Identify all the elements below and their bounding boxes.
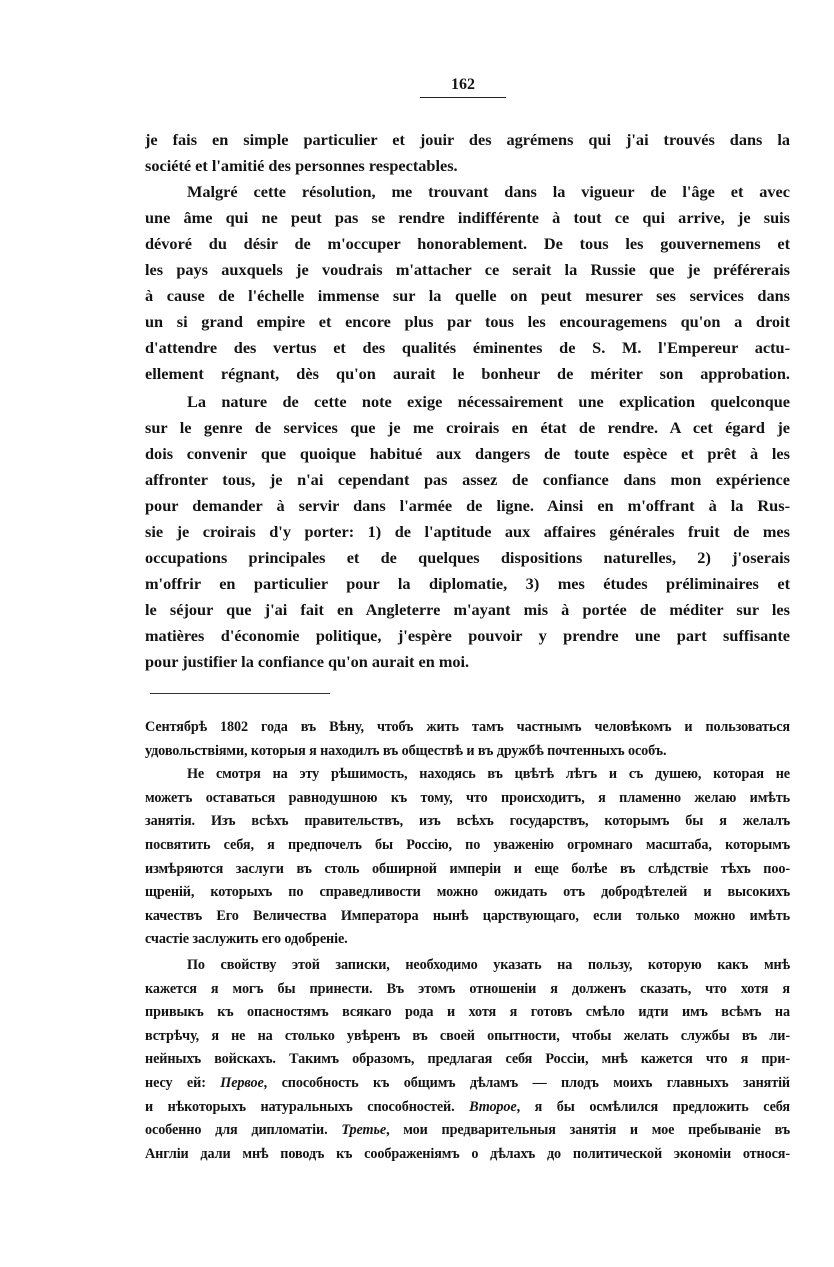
russian-line: привыкъ къ опасностямъ всякаго рода и хотя я готовъ смѣло идти имъ всѣмъ на xyxy=(145,1004,790,1021)
french-line: ellement régnant, dès qu'on aurait le bonheur de mériter son approbation. xyxy=(145,364,790,383)
russian-line: удовольствіями, которыя я находилъ въ обществѣ и въ дружбѣ почтенныхъ особъ. xyxy=(145,742,667,759)
footnote-divider xyxy=(150,693,330,694)
french-line: m'offrir en particulier pour la diplomatie, 3) mes études préliminaires et xyxy=(145,574,790,593)
french-line: pour justifier la confiance qu'on aurait en moi. xyxy=(145,652,470,671)
russian-line xyxy=(145,1096,790,1118)
french-line: le séjour que j'ai fait en Angleterre m'ayant mis à portée de méditer sur les xyxy=(145,600,790,619)
french-line: sie je croirais d'y porter: 1) de l'aptitude aux affaires générales fruit de mes xyxy=(145,522,790,541)
russian-line: встрѣчу, я не на столько увѣренъ въ своей опытности, чтобы желать службы въ ли- xyxy=(145,1027,790,1044)
russian-line: Не смотря на эту рѣшимость, находясь въ цвѣтѣ лѣтъ и съ душею, которая не xyxy=(187,766,790,783)
french-line: d'attendre des vertus et des qualités éminentes de S. M. l'Empereur actu- xyxy=(145,338,790,357)
russian-line: можетъ оставаться равнодушною къ тому, что происходитъ, я пламенно желаю имѣть xyxy=(145,789,790,806)
page-number: 162 xyxy=(420,76,506,98)
french-line: société et l'amitié des personnes respectables. xyxy=(145,156,458,175)
italic-term: Первое xyxy=(220,1075,264,1091)
russian-line: По свойству этой записки, необходимо указать на пользу, которую какъ мнѣ xyxy=(187,957,790,973)
line-segment: , я бы осмѣлился предложить себя xyxy=(516,1098,790,1115)
line-segment: и нѣкоторыхъ натуральныхъ способностей. xyxy=(145,1098,470,1115)
french-line: dévoré du désir de m'occuper honorablement. De tous les gouvernemens et xyxy=(145,234,790,253)
russian-line xyxy=(145,1072,790,1094)
russian-line: Сентябрѣ 1802 года въ Вѣну, чтобъ жить тамъ частнымъ человѣкомъ и пользоваться xyxy=(145,719,790,735)
russian-line: измѣряются заслуги въ столь обширной имперіи и еще болѣе въ слѣдствіе тѣхъ поо- xyxy=(145,860,790,877)
russian-line: занятія. Изъ всѣхъ правительствъ, изъ всѣхъ государствъ, которымъ бы я желалъ xyxy=(145,813,790,830)
french-line: occupations principales et de quelques dispositions naturelles, 2) j'oserais xyxy=(145,548,790,567)
french-line: affronter tous, je n'ai cependant pas assez de confiance dans mon expérience xyxy=(145,470,790,489)
line-segment: особенно для дипломатіи. xyxy=(145,1122,342,1139)
russian-line: щреній, которыхъ по справедливости можно ожидать отъ добродѣтелей и высокихъ xyxy=(145,884,790,901)
russian-line: счастіе заслужить его одобреніе. xyxy=(145,931,348,948)
line-segment: , мои предварительныя занятія и мое пребываніе въ xyxy=(386,1122,790,1139)
russian-line xyxy=(145,1119,790,1141)
french-line: pour demander à servir dans l'armée de ligne. Ainsi en m'offrant à la Rus- xyxy=(145,496,790,515)
french-line: une âme qui ne peut pas se rendre indifférente à tout ce qui arrive, je suis xyxy=(145,208,790,227)
french-line: un si grand empire et encore plus par tous les encouragemens qu'on a droit xyxy=(145,312,790,331)
russian-line: кажется я могъ бы принести. Въ этомъ отношеніи я долженъ сказать, что хотя я xyxy=(145,980,790,997)
line-segment: , способность къ общимъ дѣламъ — плодъ моихъ главныхъ занятій xyxy=(263,1075,790,1091)
french-line: les pays auxquels je voudrais m'attacher ce serait la Russie que je préférerais xyxy=(145,260,790,279)
italic-term: Второе xyxy=(469,1098,517,1115)
russian-line: посвятить себя, я предпочелъ бы Россію, по уваженію огромнаго масштаба, которымъ xyxy=(145,837,790,853)
french-line: sur le genre de services que je me croirais en état de rendre. A cet égard je xyxy=(145,418,790,437)
russian-line: качествъ Его Величества Императора нынѣ царствующаго, если только можно имѣть xyxy=(145,907,790,924)
french-line: Malgré cette résolution, me trouvant dans la vigueur de l'âge et avec xyxy=(187,182,790,201)
french-line: matières d'économie politique, j'espère pouvoir y prendre une part suffisante xyxy=(145,626,790,645)
russian-line: Англіи дали мнѣ поводъ къ соображеніямъ о дѣлахъ до политической экономіи относя- xyxy=(145,1145,790,1162)
french-line: dois convenir que quoique habitué aux dangers de toute espèce et prêt à les xyxy=(145,444,790,463)
russian-line: нейныхъ войскахъ. Такимъ образомъ, предлагая себя Россіи, мнѣ кажется что я при- xyxy=(145,1051,790,1068)
french-line: La nature de cette note exige nécessairement une explication quelconque xyxy=(187,392,790,411)
french-line: à cause de l'échelle immense sur la quelle on peut mesurer ses services dans xyxy=(145,286,790,305)
line-segment: несу ей: xyxy=(145,1075,221,1091)
french-line: je fais en simple particulier et jouir des agrémens qui j'ai trouvés dans la xyxy=(145,130,790,149)
italic-term: Третье xyxy=(341,1122,387,1139)
